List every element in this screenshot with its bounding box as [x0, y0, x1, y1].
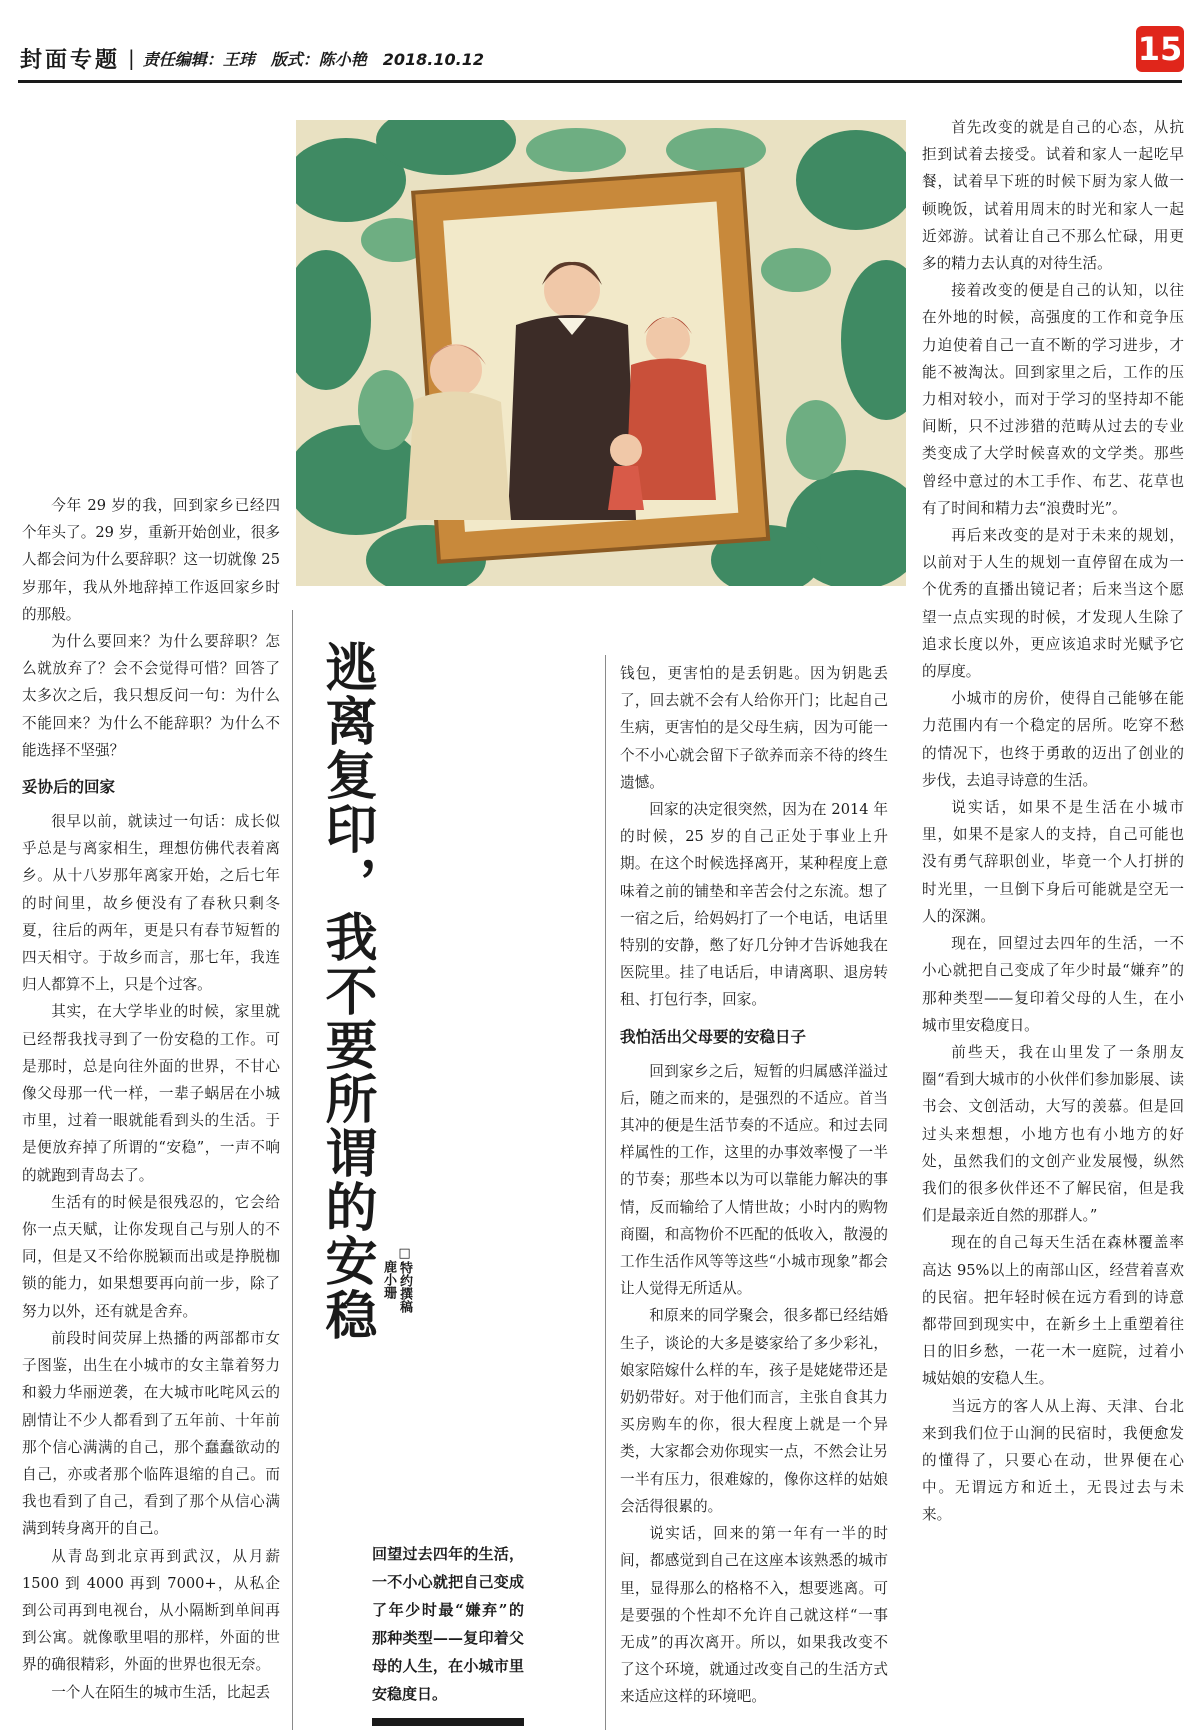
paragraph: 和原来的同学聚会，很多都已经结婚生子，谈论的大多是婆家给了多少彩礼，娘家陪嫁什么样的车，孩子是姥姥带还是奶奶带好。对于他们而言，主张自食其力买房购车的你，很大程度上就是一个异类，大家都会劝你现实一点，不然会让另一半有压力，很难嫁的，像你这样的姑娘会活得很累的。 — [620, 1307, 888, 1515]
column-2 — [620, 660, 888, 1711]
pull-quote-bar — [372, 1718, 524, 1726]
subheading: 我怕活出父母要的安稳日子 — [620, 1027, 807, 1046]
column-1 — [22, 492, 280, 1706]
byline — [380, 1246, 412, 1446]
paragraph: 说实话，回来的第一年有一半的时间，都感觉到自己在这座本该熟悉的城市里，显得那么的格格不入，想要逃离。可是要强的个性却不允许自己就这样“一事无成”的再次离开。所以，如果我改变不了这个环境，就通过改变自己的生活方式来适应这样的环境吧。 — [620, 1525, 888, 1706]
paragraph: 从青岛到北京再到武汉，从月薪 1500 到 4000 再到 7000+，从私企到公司再到电视台，从小隔断到单间再到公寓。就像歌里唱的那样，外面的世界的确很精彩，外面的世界也很无奈。 — [22, 1547, 280, 1674]
paragraph: 前些天，我在山里发了一条朋友圈“看到大城市的小伙伴们参加影展、读书会、文创活动，大写的羡慕。但是回过头来想想，小地方也有小地方的好处，虽然我们的文创产业发展慢，纵然我们的很多伙伴还不了解民宿，但是我们是最亲近自然的那群人。” — [922, 1043, 1184, 1225]
paragraph: 接着改变的便是自己的认知，以往在外地的时候，高强度的工作和竞争压力迫使着自己一直不断的学习进步，才能不被淘汰。回到家里之后，工作的压力相对较小，而对于学习的坚持却不能间断，只不过涉猎的范畴从过去的专业类变成了大学时候喜欢的文学类。那些曾经中意过的木工手作、布艺、花草也有了时间和精力去“浪费时光”。 — [922, 282, 1184, 517]
family-portrait-illustration — [296, 120, 906, 586]
paragraph: 生活有的时候是很残忍的，它会给你一点天赋，让你发现自己与别人的不同，但是又不给你脱颖而出或是挣脱枷锁的能力，如果想要再向前一步，除了努力以外，还有就是舍弃。 — [22, 1193, 280, 1320]
pull-quote: 回望过去四年的生活，一不小心就把自己变成了年少时最“嫌弃”的那种类型——复印着父母的人生，在小城市里安稳度日。 — [372, 1545, 524, 1703]
paragraph: 为什么要回来？为什么要辞职？怎么就放弃了？会不会觉得可惜？回答了太多次之后，我只想反问一句：为什么不能回来？为什么不能辞职？为什么不能选择不坚强？ — [22, 633, 280, 759]
header-separator: | — [128, 46, 135, 70]
paragraph: 回家的决定很突然，因为在 2014 年的时候，25 岁的自己正处于事业上升期。在这个时候选择离开，某种程度上意味着之前的铺垫和辛苦会付之东流。想了一宿之后，给妈妈打了一个电话，电话里特别的安静，憋了好几分钟才告诉她我在医院里。挂了电话后，申请离职、退房转租、打包行李，回家。 — [620, 801, 888, 1009]
subheading: 妥协后的回家 — [22, 778, 116, 797]
paragraph: 其实，在大学毕业的时候，家里就已经帮我找寻到了一份安稳的工作。可是那时，总是向往外面的世界，不甘心像父母那一代一样，一辈子蜗居在小城市里，过着一眼就能看到头的生活。于是便放弃掉了所谓的“安稳”，一声不响的就跑到青岛去了。 — [22, 1003, 280, 1184]
header-rule — [18, 80, 1182, 83]
column-divider — [605, 655, 606, 1730]
paragraph: 钱包，更害怕的是丢钥匙。因为钥匙丢了，回去就不会有人给你开门；比起自己生病，更害怕的是父母生病，因为可能一个不小心就会留下子欲养而亲不待的终生遗憾。 — [620, 665, 888, 791]
paragraph: 前段时间荧屏上热播的两部都市女子图鉴，出生在小城市的女主靠着努力和毅力华丽逆袭，在大城市叱咤风云的剧情让不少人都看到了五年前、十年前那个信心满满的自己，那个蠢蠢欲动的自己，亦或者那个临阵退缩的自己。而我也看到了自己，看到了那个从信心满满到转身离开的自己。 — [22, 1329, 280, 1538]
section-label: 封面专题 — [20, 47, 121, 73]
paragraph: 当远方的客人从上海、天津、台北来到我们位于山涧的民宿时，我便愈发的懂得了，只要心在动，世界便在心中。无谓远方和近土，无畏过去与未来。 — [922, 1397, 1184, 1524]
byline-author: 鹿小珊 — [381, 1260, 396, 1299]
article-title: 逃离复印，我不要所谓的安稳 — [316, 640, 377, 1342]
editor-credits: 责任编辑：王玮 版式：陈小艳 2018.10.12 — [142, 49, 484, 69]
paragraph: 现在，回望过去四年的生活，一不小心就把自己变成了年少时最“嫌弃”的那种类型——复印着父母的人生，在小城市里安稳度日。 — [922, 935, 1184, 1034]
column-divider — [292, 610, 293, 1730]
paragraph: 今年 29 岁的我，回到家乡已经四个年头了。29 岁，重新开始创业，很多人都会问为什么要辞职？这一切就像 25 岁那年，我从外地辞掉工作返回家乡时的那般。 — [22, 497, 280, 623]
column-3 — [922, 114, 1184, 1529]
paragraph: 再后来改变的是对于未来的规划，以前对于人生的规划一直停留在成为一个优秀的直播出镜记者；后来当这个愿望一点点实现的时候，才发现人生除了追求长度以外，更应该追求时光赋予它的厚度。 — [922, 527, 1184, 681]
page-header — [20, 38, 484, 78]
paragraph: 一个人在陌生的城市生活，比起丢 — [51, 1683, 271, 1701]
paragraph: 很早以前，就读过一句话：成长似乎总是与离家相生，理想仿佛代表着离乡。从十八岁那年离家开始，之后七年的时间里，故乡便没有了春秋只剩冬夏，往后的两年，更是只有春节短暂的四天相守。于故乡而言，那七年，我连归人都算不上，只是个过客。 — [22, 813, 280, 994]
page-number-badge: 15 — [1136, 26, 1184, 72]
paragraph: 小城市的房价，使得自己能够在能力范围内有一个稳定的居所。吃穿不愁的情况下，也终于勇敢的迈出了创业的步伐，去追寻诗意的生活。 — [922, 690, 1184, 789]
paragraph: 说实话，如果不是生活在小城市里，如果不是家人的支持，自己可能也没有勇气辞职创业，毕竟一个人打拼的时光里，一旦倒下身后可能就是空无一人的深渊。 — [922, 799, 1184, 925]
byline-label: □特约撰稿 — [397, 1246, 412, 1313]
paragraph: 回到家乡之后，短暂的归属感洋溢过后，随之而来的，是强烈的不适应。首当其冲的便是生活节奏的不适应。和过去同样属性的工作，这里的办事效率慢了一半的节奏；那些本以为可以靠能力解决的事情，反而输给了人情世故；小时内的购物商圈，和高物价不匹配的低收入，散漫的工作生活作风等等这些“小城市现象”都会让人觉得无所适从。 — [620, 1062, 888, 1298]
paragraph: 现在的自己每天生活在森林覆盖率高达 95%以上的南部山区，经营着喜欢的民宿。把年轻时候在远方看到的诗意都带回到现实中，在新乡土上重塑着往日的旧乡愁，一花一木一庭院，过着小城姑娘的安稳人生。 — [922, 1234, 1184, 1388]
paragraph: 首先改变的就是自己的心态，从抗拒到试着去接受。试着和家人一起吃早餐，试着早下班的时候下厨为家人做一顿晚饭，试着用周末的时光和家人一起近郊游。试着让自己不那么忙碌，用更多的精力去认真的对待生活。 — [922, 119, 1184, 273]
